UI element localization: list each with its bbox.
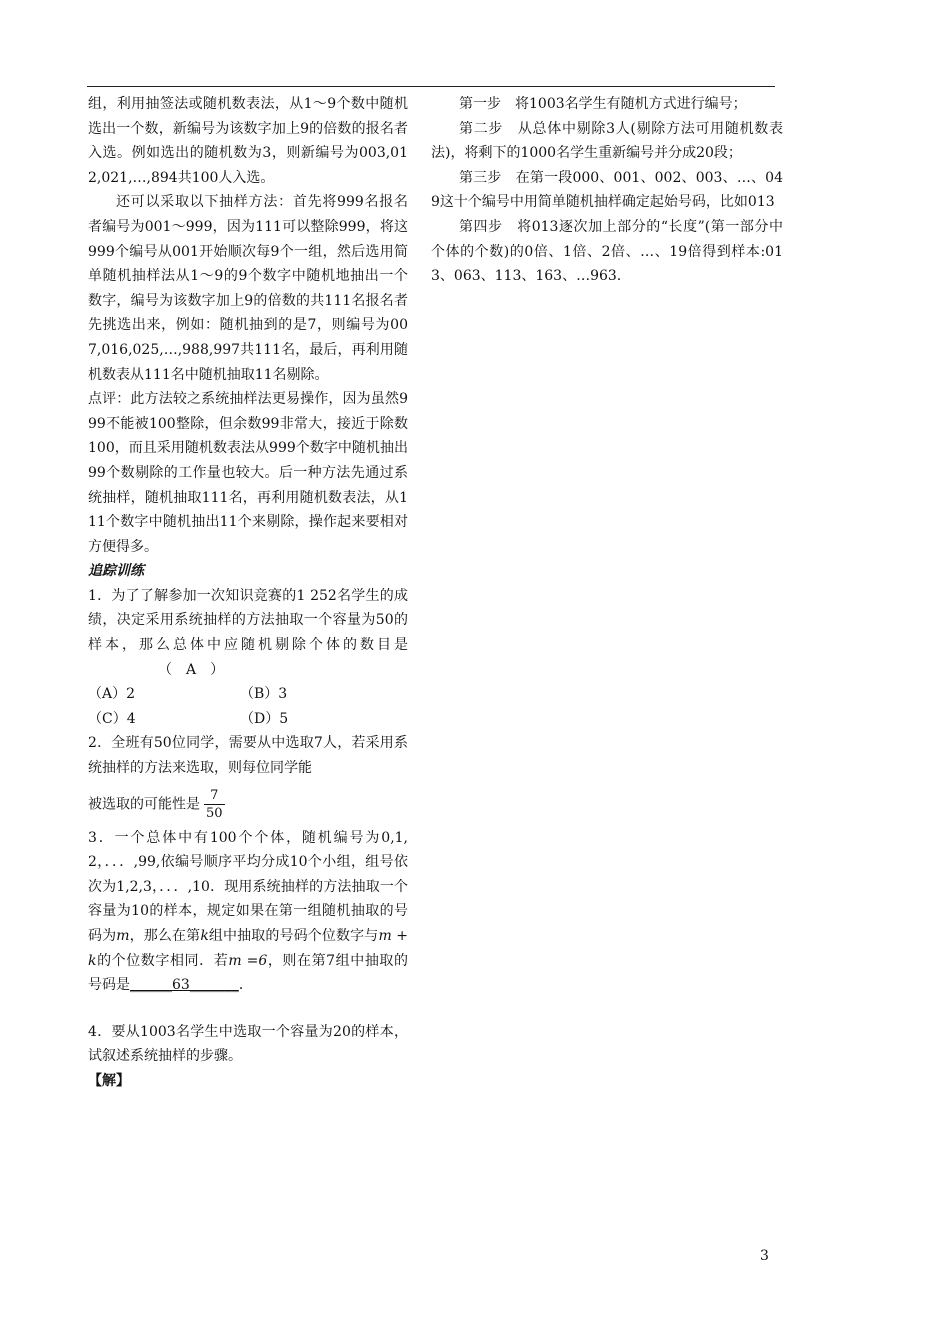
question-3: 3．一个总体中有100个个体，随机编号为0,1,2，．．．,99,依编号顺序平均分成10个小组，组号依次为1,2,3，．．．,10．现用系统抽样的方法抽取一个容量为10的样本，规定如果在第一组随机抽取的号码为m，那么在第k组中抽取的号码个位数字与m + k的个位数字相同．若m =6，则在第7组中抽取的号码是______63_______． [88,829,409,994]
expr-m-plus-k: m + k [88,928,409,969]
page-number: 3 [760,1248,769,1264]
option-b: （B）3 [240,686,288,703]
question-1-answer: （ A ） [158,661,225,678]
question-4: 4．要从1003名学生中选取一个容量为20的样本，试叙述系统抽样的步骤。 [88,1023,408,1065]
left-column [88,92,408,1094]
option-a: （A）2 [88,686,136,703]
step-2: 第二步 从总体中剔除3人(剔除方法可用随机数表法)，将剩下的1000名学生重新编号并分成20段； [431,120,783,162]
var-m: m [116,928,130,944]
step-1: 第一步 将1003名学生有随机方式进行编号； [459,96,747,112]
expr-m-equals-6: m =6 [228,952,268,969]
step-3: 第三步 在第一段000、001、002、003、…、049这十个编号中用简单随机抽样确定起始号码，比如013 [431,169,783,211]
fraction [204,787,225,822]
header-rule [87,86,775,87]
var-k: k [200,928,209,944]
paragraph-comment: 点评：此方法较之系统抽样法更易操作，因为虽然999不能被100整除，但余数99非常大，接近于除数100，而且采用随机数表法从999个数字中随机抽出 99个数剔除的工作量也较大。后一种方法先通过系统抽样，随机抽取111名，再利用随机数表法，从111个数字中随机抽出11个来剔除，操作起来要相对方便得多。 [88,391,408,555]
paragraph-method-two: 还可以采取以下抽样方法：首先将999名报名者编号为001～999，因为111可以整除999，将这999个编号从001开始顺次每9个一组，然后选用简单随机抽样法从1～9的9个数字中随机地抽出一个数字，编号为该数字加上9的倍数的共111名报名者先挑选出来，例如：随机抽到的是7，则编号为007,016,025,…,988,997共111名，最后，再利用随机数表从111名中随机抽取11名剔除。 [88,194,408,383]
option-d: （D）5 [240,710,289,727]
step-4: 第四步 将013逐次加上部分的“长度”(第一部分中个体的个数)的0倍、1倍、2倍、…、19倍得到样本:013、063、113、163、…963. [431,218,783,285]
question-2-tail: 被选取的可能性是 [88,796,200,813]
question-1-text: 1．为了了解参加一次知识竞赛的1 252名学生的成绩，决定采用系统抽样的方法抽取一个容量为50的样本，那么总体中应随机剔除个体的数目是 [88,587,408,654]
paragraph-method-one: 组，利用抽签法或随机数表法，从1～9个数中随机选出一个数，新编号为该数字加上9的倍数的报名者入选。例如选出的随机数为3，则新编号为003,012,021,…,894共100人入选。 [88,96,408,186]
question-1 [88,584,408,732]
right-column [431,92,783,289]
section-heading: 追踪训练 [88,563,144,580]
answer-blank: ______63_______ [130,977,239,994]
question-2-text: 2．全班有50位同学，需要从中选取7人，若采用系统抽样的方法来选取，则每位同学能 [88,735,408,777]
solution-label: 【解】 [88,1072,130,1089]
fraction-denominator: 50 [206,805,223,821]
option-c: （C）4 [88,710,136,727]
question-2 [88,731,408,821]
fraction-numerator: 7 [210,787,219,803]
